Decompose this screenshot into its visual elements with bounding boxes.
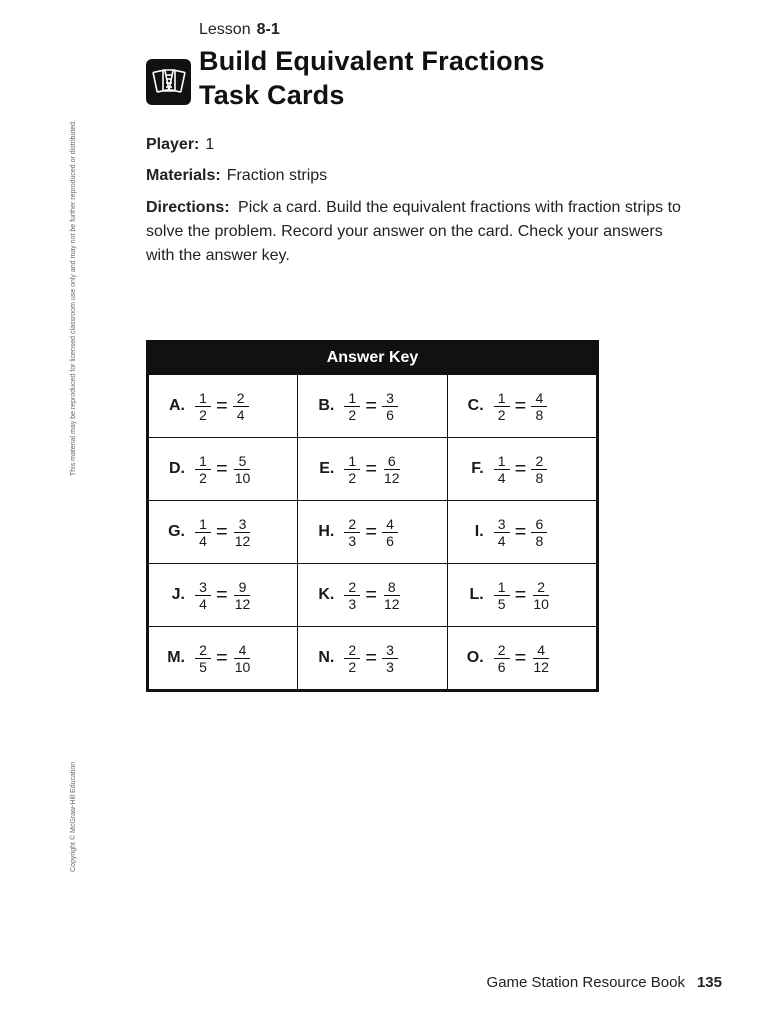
denominator: 4 [497,532,506,549]
fraction-right [233,390,249,423]
denominator: 2 [199,406,207,423]
numerator: 6 [531,516,547,533]
denominator: 2 [348,658,357,675]
numerator: 4 [382,516,398,533]
answer-item [149,453,297,486]
denominator: 4 [199,532,207,549]
materials-value: Fraction strips [226,167,328,184]
page-number: 135 [696,974,722,991]
item-letter: B. [318,397,335,414]
denominator: 2 [348,406,357,423]
denominator: 10 [533,595,549,612]
answer-item [149,579,297,612]
fraction-left [344,642,360,675]
fraction-right [531,516,547,549]
equals-sign: = [514,646,527,669]
answer-item [298,579,446,612]
answer-key-title: Answer Key [148,342,597,374]
item-letter: E. [319,460,335,477]
denominator: 12 [384,469,400,486]
numerator: 9 [234,579,250,596]
fraction-right [382,579,402,612]
answer-key-cell [149,627,298,690]
lesson-line [199,21,280,39]
numerator: 6 [384,453,400,470]
player-label: Player: [146,136,200,153]
answer-item [149,642,297,675]
denominator: 2 [199,469,207,486]
page-title [199,44,545,112]
numerator: 4 [234,642,250,659]
denominator: 12 [533,658,549,675]
player-field [146,136,214,154]
task-cards-icon [146,59,191,105]
page-footer [487,974,722,991]
title-line-1: Build Equivalent Fractions [199,46,545,76]
answer-key-cell [298,627,447,690]
answer-key-cell [447,627,596,690]
denominator: 2 [348,469,357,486]
fraction-right [531,579,551,612]
numerator: 4 [533,642,549,659]
equals-sign: = [365,394,378,417]
answer-key-cell [149,564,298,627]
answer-item [149,516,297,549]
directions [146,196,686,268]
numerator: 3 [494,516,510,533]
answer-key-cell [298,501,447,564]
fraction-left [494,642,510,675]
item-letter: J. [171,586,185,603]
fraction-left [494,453,510,486]
fraction-right [233,642,253,675]
answer-key-cell [298,564,447,627]
answer-key-grid [148,374,597,690]
answer-key-row [149,375,597,438]
denominator: 12 [234,595,251,612]
fraction-right [233,579,253,612]
fraction-right [382,516,398,549]
equals-sign: = [216,583,228,606]
answer-item [298,642,446,675]
fraction-right [531,453,547,486]
item-letter: H. [318,523,335,540]
denominator: 4 [236,406,245,423]
answer-item [298,390,446,423]
numerator: 2 [531,453,547,470]
denominator: 6 [497,658,506,675]
player-value: 1 [205,136,215,153]
denominator: 2 [497,406,506,423]
answer-item [298,516,446,549]
answer-item [448,453,596,486]
answer-key-cell [149,501,298,564]
fraction-left [494,390,510,423]
denominator: 5 [497,595,506,612]
equals-sign: = [365,520,378,543]
numerator: 2 [344,516,360,533]
title-line-2: Task Cards [199,80,345,110]
item-letter: F. [471,460,484,477]
lesson-number: 8-1 [256,21,280,38]
fraction-left [344,453,360,486]
directions-label: Directions: [146,199,230,216]
copyright-note: Copyright © McGraw-Hill Education [70,761,77,872]
fraction-left [195,516,211,549]
answer-key-row [149,627,597,690]
answer-key-cell [298,375,447,438]
item-letter: D. [169,460,185,477]
numerator: 1 [494,579,510,596]
answer-item [448,516,596,549]
equals-sign: = [514,583,527,606]
book-title: Game Station Resource Book [486,974,685,991]
equals-sign: = [365,457,378,480]
numerator: 1 [195,390,211,407]
answer-key-cell [447,501,596,564]
denominator: 8 [535,532,544,549]
answer-key-cell [149,375,298,438]
equals-sign: = [514,457,527,480]
fraction-right [531,390,547,423]
fraction-right [233,453,253,486]
fraction-left [195,642,211,675]
numerator: 2 [494,642,510,659]
denominator: 8 [535,469,544,486]
denominator: 10 [234,658,251,675]
numerator: 1 [494,453,510,470]
item-letter: O. [466,649,484,666]
answer-item [149,390,297,423]
numerator: 1 [344,390,360,407]
answer-item [448,642,596,675]
equals-sign: = [514,394,527,417]
item-letter: G. [168,523,185,540]
fraction-left [344,390,360,423]
fraction-left [195,579,211,612]
item-letter: M. [167,649,185,666]
answer-key [146,340,599,692]
fraction-right [233,516,253,549]
fraction-right [382,390,398,423]
numerator: 1 [195,453,211,470]
numerator: 2 [344,579,360,596]
numerator: 3 [382,390,398,407]
fraction-left [494,579,510,612]
numerator: 5 [234,453,250,470]
denominator: 12 [384,595,400,612]
answer-key-cell [447,375,596,438]
equals-sign: = [216,646,228,669]
answer-key-cell [298,438,447,501]
numerator: 2 [344,642,360,659]
numerator: 1 [344,453,360,470]
numerator: 3 [382,642,398,659]
equals-sign: = [216,457,228,480]
answer-key-row [149,564,597,627]
equals-sign: = [514,520,527,543]
numerator: 3 [195,579,211,596]
answer-key-cell [447,438,596,501]
denominator: 12 [234,532,251,549]
item-letter: K. [318,586,335,603]
equals-sign: = [365,583,378,606]
fraction-right [382,453,402,486]
fraction-left [344,579,360,612]
denominator: 4 [497,469,506,486]
item-letter: C. [467,397,484,414]
item-letter: L. [469,586,484,603]
answer-key-cell [447,564,596,627]
numerator: 2 [233,390,249,407]
permission-note: This material may be reproduced for licensed classroom use only and may not be further reproduced or distributed. [70,119,77,476]
numerator: 8 [384,579,400,596]
denominator: 6 [386,406,394,423]
lesson-label: Lesson [199,21,251,38]
item-letter: A. [169,397,185,414]
fraction-left [195,453,211,486]
item-letter: I. [474,523,484,540]
denominator: 5 [199,658,207,675]
fraction-right [531,642,551,675]
denominator: 6 [386,532,394,549]
directions-text: Pick a card. Build the equivalent fractions with fraction strips to solve the problem. Record your answer on the card. Check your answers with the answer key. [146,199,681,264]
materials-field [146,167,327,185]
numerator: 2 [195,642,211,659]
answer-item [448,579,596,612]
fraction-left [195,390,211,423]
materials-label: Materials: [146,167,221,184]
item-letter: N. [318,649,335,666]
numerator: 3 [234,516,250,533]
denominator: 3 [348,532,357,549]
equals-sign: = [216,520,228,543]
numerator: 2 [533,579,549,596]
answer-key-row [149,501,597,564]
answer-key-row [149,438,597,501]
answer-item [298,453,446,486]
equals-sign: = [365,646,378,669]
numerator: 1 [494,390,510,407]
denominator: 3 [386,658,394,675]
fraction-left [344,516,360,549]
answer-item [448,390,596,423]
equals-sign: = [216,394,228,417]
denominator: 10 [234,469,251,486]
denominator: 8 [535,406,544,423]
answer-key-cell [149,438,298,501]
numerator: 4 [531,390,547,407]
fraction-left [494,516,510,549]
fraction-right [382,642,398,675]
denominator: 4 [199,595,207,612]
denominator: 3 [348,595,357,612]
numerator: 1 [195,516,211,533]
